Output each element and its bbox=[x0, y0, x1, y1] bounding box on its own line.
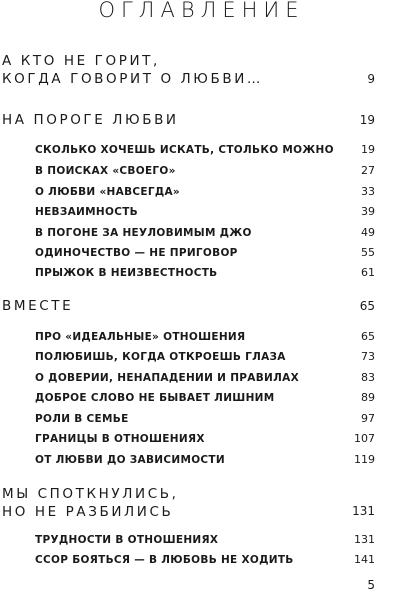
toc-entry-page: 19 bbox=[361, 143, 375, 156]
toc-entry-page: 131 bbox=[354, 533, 375, 546]
toc-entry-title: ТРУДНОСТИ В ОТНОШЕНИЯХ bbox=[35, 534, 219, 546]
toc-entry-title: О ЛЮБВИ «НАВСЕГДА» bbox=[35, 186, 181, 198]
toc-entry-page: 49 bbox=[361, 226, 375, 239]
toc-entry-page: 83 bbox=[361, 371, 375, 384]
toc-entry-page: 97 bbox=[361, 412, 375, 425]
toc-entry-title: МЫ СПОТКНУЛИСЬ, НО НЕ РАЗБИЛИСЬ bbox=[2, 486, 179, 520]
toc-entry-page: 55 bbox=[361, 246, 375, 259]
toc-entry-title: В ПОИСКАХ «СВОЕГО» bbox=[35, 165, 176, 177]
toc-entry-page: 33 bbox=[361, 185, 375, 198]
toc-entry-page: 141 bbox=[354, 553, 375, 566]
toc-entry-title: ПОЛЮБИШЬ, КОГДА ОТКРОЕШЬ ГЛАЗА bbox=[35, 351, 286, 363]
toc-entry-page: 39 bbox=[361, 205, 375, 218]
toc-entry-title: ОТ ЛЮБВИ ДО ЗАВИСИМОСТИ bbox=[35, 454, 225, 466]
toc-entry-page: 107 bbox=[354, 432, 375, 445]
page-number: 5 bbox=[367, 578, 375, 592]
toc-entry-page: 19 bbox=[359, 113, 375, 127]
toc-entry-page: 9 bbox=[367, 72, 375, 86]
toc-entry-page: 119 bbox=[354, 453, 375, 466]
toc-entry-title: ГРАНИЦЫ В ОТНОШЕНИЯХ bbox=[35, 433, 205, 445]
page-title: ОГЛАВЛЕНИЕ bbox=[98, 0, 305, 22]
toc-entry-page: 27 bbox=[361, 164, 375, 177]
toc-entry-title: ПРО «ИДЕАЛЬНЫЕ» ОТНОШЕНИЯ bbox=[35, 331, 246, 343]
toc-entry-title: О ДОВЕРИИ, НЕНАПАДЕНИИ И ПРАВИЛАХ bbox=[35, 372, 299, 384]
toc-entry-title: ПРЫЖОК В НЕИЗВЕСТНОСТЬ bbox=[35, 267, 218, 279]
toc-entry-page: 73 bbox=[361, 350, 375, 363]
toc-entry-title: А КТО НЕ ГОРИТ, КОГДА ГОВОРИТ О ЛЮБВИ… bbox=[2, 53, 264, 87]
toc-entry-page: 131 bbox=[352, 504, 375, 518]
toc-entry-title: РОЛИ В СЕМЬЕ bbox=[35, 413, 129, 425]
toc-entry-title: СКОЛЬКО ХОЧЕШЬ ИСКАТЬ, СТОЛЬКО МОЖНО bbox=[35, 144, 334, 156]
toc-entry-page: 89 bbox=[361, 391, 375, 404]
toc-entry-title: НЕВЗАИМНОСТЬ bbox=[35, 206, 138, 218]
toc-entry-page: 65 bbox=[359, 299, 375, 313]
toc-entry-page: 65 bbox=[361, 330, 375, 343]
toc-entry-title: В ПОГОНЕ ЗА НЕУЛОВИМЫМ ДЖО bbox=[35, 227, 252, 239]
toc-entry-title: ССОР БОЯТЬСЯ — В ЛЮБОВЬ НЕ ХОДИТЬ bbox=[35, 554, 294, 566]
toc-entry-title: НА ПОРОГЕ ЛЮБВИ bbox=[2, 112, 179, 128]
toc-entry-title: ДОБРОЕ СЛОВО НЕ БЫВАЕТ ЛИШНИМ bbox=[35, 392, 275, 404]
toc-entry-title: ВМЕСТЕ bbox=[2, 298, 74, 314]
toc-entry-page: 61 bbox=[361, 266, 375, 279]
toc-entry-title: ОДИНОЧЕСТВО — НЕ ПРИГОВОР bbox=[35, 247, 238, 259]
